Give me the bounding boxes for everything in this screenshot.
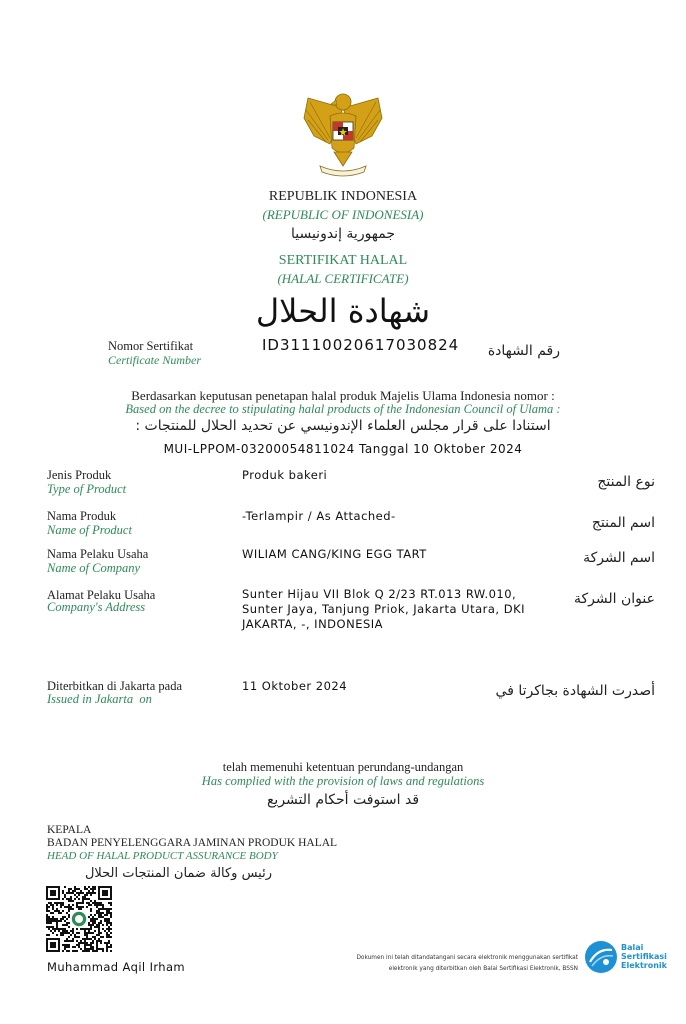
decree-text-id: Berdasarkan keputusan penetapan halal produk Majelis Ulama Indonesia nomor : [131, 388, 555, 403]
bsre-text-2: Sertifikasi [621, 952, 667, 961]
cert-number-value: ID31110020617030824 [262, 336, 460, 354]
signatory-role-en: HEAD OF HALAL PRODUCT ASSURANCE BODY [47, 850, 278, 862]
issued-label-ar: أصدرت الشهادة بجاكرتا في [495, 683, 655, 699]
cert-number-label-en: Certificate Number [108, 353, 201, 367]
field-company-label-en: Name of Company [47, 561, 141, 575]
field-name-label-ar: اسم المنتج [591, 515, 655, 531]
compliance-text-en: Has complied with the provision of laws and regulations [201, 774, 485, 788]
title-ar: شهادة الحلال [255, 292, 431, 330]
field-company-label-id: Nama Pelaku Usaha [47, 547, 149, 561]
signatory-name: Muhammad Aqil Irham [47, 960, 186, 974]
cert-number-label-id: Nomor Sertifikat [108, 339, 194, 353]
field-address-line-2: Sunter Jaya, Tanjung Priok, Jakarta Utara, DKI [242, 602, 526, 616]
title-id: SERTIFIKAT HALAL [278, 253, 408, 268]
field-address-label-en: Company's Address [47, 600, 146, 614]
field-type-label-ar: نوع المنتج [597, 474, 655, 490]
bsre-logo-text [621, 943, 667, 970]
issued-label-id: Diterbitkan di Jakarta pada [47, 679, 183, 693]
footer-note-1: Dokumen ini telah ditandatangani secara elektronik menggunakan sertifikat [356, 955, 578, 961]
field-company-label-ar: اسم الشركة [583, 550, 655, 566]
field-address-line-1: Sunter Hijau VII Blok Q 2/23 RT.013 RW.010, [242, 587, 517, 601]
compliance-text-ar: قد استوفت أحكام التشريع [266, 792, 420, 808]
footer-note-2: elektronik yang diterbitkan oleh Balai Sertifikasi Elektronik, BSSN [388, 966, 578, 972]
bsre-logo-icon [584, 940, 618, 974]
decree-text-en: Based on the decree to stipulating halal products of the Indonesian Council of Ulama : [125, 402, 561, 416]
garuda-emblem [300, 88, 386, 180]
field-company-value: WILIAM CANG/KING EGG TART [242, 547, 427, 561]
signatory-role-ar: رئيس وكالة ضمان المنتجات الحلال [84, 866, 272, 881]
decree-number: MUI-LPPOM-03200054811024 Tanggal 10 Oktober 2024 [163, 442, 523, 456]
field-address-line-3: JAKARTA, -, INDONESIA [242, 617, 384, 631]
field-address-label-id: Alamat Pelaku Usaha [47, 588, 156, 602]
decree-text-ar: استنادا على قرار مجلس العلماء الإندونيسي عن تحديد الحلال للمنتجات : [135, 418, 551, 434]
country-ar: جمهورية إندونيسيا [290, 226, 396, 242]
compliance-text-id: telah memenuhi ketentuan perundang-undangan [222, 760, 464, 774]
field-name-label-en: Name of Product [47, 523, 132, 537]
signatory-role-1: KEPALA [47, 824, 92, 836]
country-id: REPUBLIK INDONESIA [268, 189, 418, 204]
issued-label-en: Issued in Jakarta on [47, 692, 152, 706]
field-type-label-en: Type of Product [47, 482, 127, 496]
cert-number-label-ar: رقم الشهادة [487, 343, 560, 359]
country-en: (REPUBLIC OF INDONESIA) [262, 207, 424, 222]
field-address-label-ar: عنوان الشركة [574, 591, 655, 607]
qr-code [46, 886, 112, 952]
signatory-role-2: BADAN PENYELENGGARA JAMINAN PRODUK HALAL [47, 837, 338, 849]
bsre-text-1: Balai [621, 943, 644, 952]
field-name-value: -Terlampir / As Attached- [242, 509, 396, 523]
title-en: (HALAL CERTIFICATE) [277, 271, 409, 286]
issued-date: 11 Oktober 2024 [242, 679, 348, 693]
bsre-text-3: Elektronik [621, 961, 667, 970]
field-name-label-id: Nama Produk [47, 509, 117, 523]
field-type-value: Produk bakeri [242, 468, 328, 482]
field-type-label-id: Jenis Produk [47, 468, 112, 482]
